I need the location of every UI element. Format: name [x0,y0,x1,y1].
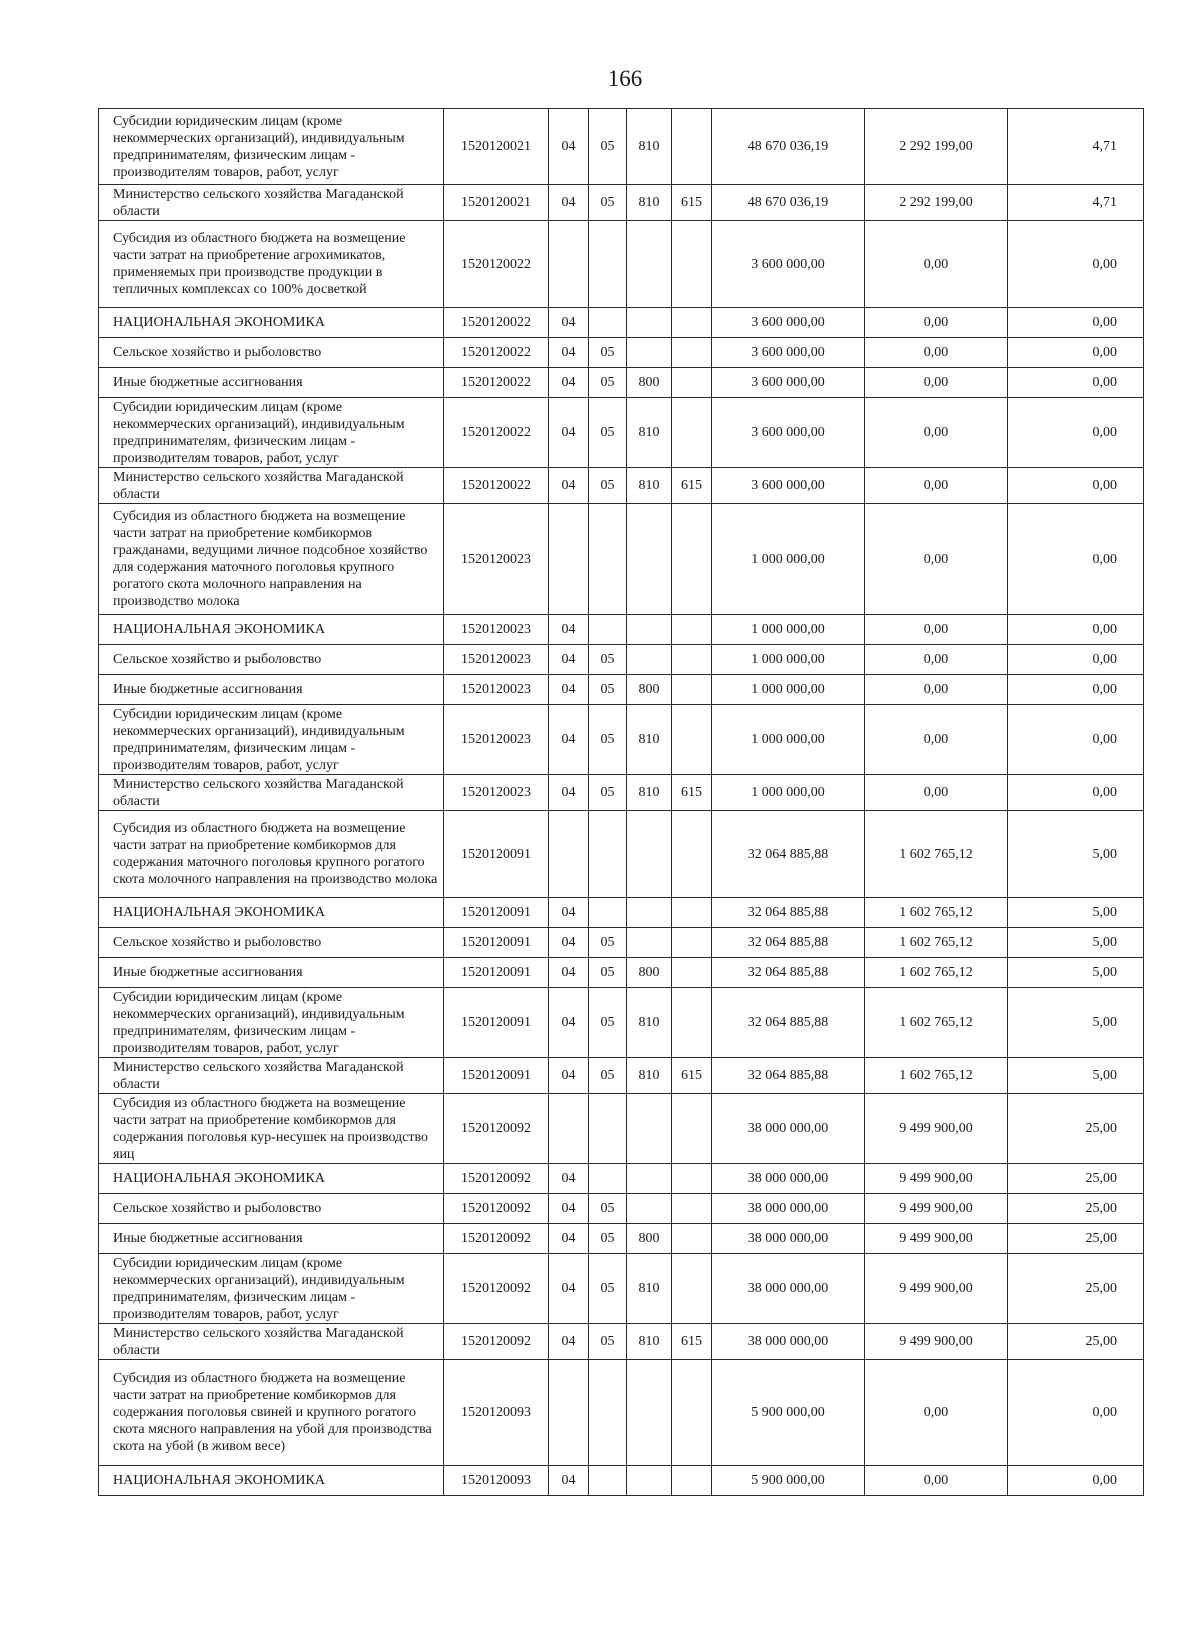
row-ministry-code: 615 [672,1058,712,1094]
row-subsection [589,811,627,898]
row-ministry-code [672,988,712,1058]
row-executed-amount: 0,00 [865,504,1008,615]
row-executed-amount: 9 499 900,00 [865,1164,1008,1194]
row-subsection: 05 [589,468,627,504]
row-section [549,811,589,898]
table-row [99,615,1144,645]
row-subsection [589,615,627,645]
row-name: Субсидии юридическим лицам (кроме некоммерческих организаций), индивидуальным предпринимателям, физическим лицам - производителям товаров, работ, услуг [99,705,444,775]
row-subsection: 05 [589,368,627,398]
row-section: 04 [549,338,589,368]
row-section: 04 [549,468,589,504]
row-execution-percent: 25,00 [1008,1094,1144,1164]
row-code: 1520120023 [444,675,549,705]
row-execution-percent: 4,71 [1008,109,1144,185]
row-executed-amount: 0,00 [865,1466,1008,1496]
row-name: Министерство сельского хозяйства Магаданской области [99,1058,444,1094]
row-code: 1520120091 [444,928,549,958]
row-planned-amount: 48 670 036,19 [712,185,865,221]
row-executed-amount: 1 602 765,12 [865,988,1008,1058]
table-row [99,705,1144,775]
row-code: 1520120091 [444,898,549,928]
row-execution-percent: 0,00 [1008,675,1144,705]
row-execution-percent: 0,00 [1008,1360,1144,1466]
row-planned-amount: 32 064 885,88 [712,811,865,898]
row-code: 1520120093 [444,1360,549,1466]
table-row [99,1360,1144,1466]
row-subsection: 05 [589,398,627,468]
row-name: Сельское хозяйство и рыболовство [99,645,444,675]
table-row [99,988,1144,1058]
row-code: 1520120021 [444,185,549,221]
table-row [99,338,1144,368]
row-section: 04 [549,368,589,398]
row-execution-percent: 0,00 [1008,705,1144,775]
row-subsection [589,898,627,928]
row-execution-percent: 0,00 [1008,615,1144,645]
row-ministry-code [672,338,712,368]
row-executed-amount: 9 499 900,00 [865,1094,1008,1164]
row-planned-amount: 3 600 000,00 [712,468,865,504]
row-expense-type: 810 [627,1254,672,1324]
row-code: 1520120091 [444,811,549,898]
row-planned-amount: 32 064 885,88 [712,898,865,928]
row-executed-amount: 0,00 [865,368,1008,398]
row-section: 04 [549,705,589,775]
table-row [99,1058,1144,1094]
row-execution-percent: 0,00 [1008,368,1144,398]
row-code: 1520120091 [444,988,549,1058]
row-planned-amount: 1 000 000,00 [712,775,865,811]
row-expense-type [627,1360,672,1466]
row-planned-amount: 3 600 000,00 [712,338,865,368]
row-subsection [589,1094,627,1164]
row-ministry-code [672,368,712,398]
row-section: 04 [549,675,589,705]
row-ministry-code: 615 [672,1324,712,1360]
table-row [99,1194,1144,1224]
row-execution-percent: 25,00 [1008,1224,1144,1254]
row-subsection: 05 [589,109,627,185]
page-number: 166 [607,66,643,91]
row-section: 04 [549,1254,589,1324]
row-executed-amount: 2 292 199,00 [865,109,1008,185]
row-expense-type [627,928,672,958]
row-name: Иные бюджетные ассигнования [99,1224,444,1254]
row-section: 04 [549,615,589,645]
row-ministry-code [672,1466,712,1496]
row-ministry-code [672,958,712,988]
row-expense-type: 810 [627,109,672,185]
row-executed-amount: 0,00 [865,468,1008,504]
row-expense-type: 810 [627,1324,672,1360]
row-execution-percent: 0,00 [1008,775,1144,811]
row-expense-type: 800 [627,675,672,705]
row-execution-percent: 0,00 [1008,468,1144,504]
row-execution-percent: 25,00 [1008,1324,1144,1360]
row-planned-amount: 5 900 000,00 [712,1466,865,1496]
row-section: 04 [549,645,589,675]
row-executed-amount: 0,00 [865,398,1008,468]
row-execution-percent: 5,00 [1008,811,1144,898]
row-execution-percent: 5,00 [1008,898,1144,928]
row-section: 04 [549,1194,589,1224]
row-code: 1520120092 [444,1224,549,1254]
row-execution-percent: 25,00 [1008,1164,1144,1194]
row-ministry-code [672,109,712,185]
row-code: 1520120023 [444,705,549,775]
row-code: 1520120092 [444,1324,549,1360]
row-name: Министерство сельского хозяйства Магаданской области [99,1324,444,1360]
row-planned-amount: 48 670 036,19 [712,109,865,185]
row-expense-type: 800 [627,368,672,398]
row-expense-type [627,1094,672,1164]
row-expense-type: 810 [627,705,672,775]
row-ministry-code [672,675,712,705]
row-executed-amount: 0,00 [865,1360,1008,1466]
row-execution-percent: 0,00 [1008,221,1144,308]
row-section [549,1094,589,1164]
row-executed-amount: 0,00 [865,645,1008,675]
row-name: Субсидии юридическим лицам (кроме некоммерческих организаций), индивидуальным предпринимателям, физическим лицам - производителям товаров, работ, услуг [99,1254,444,1324]
row-subsection: 05 [589,185,627,221]
row-ministry-code [672,398,712,468]
row-code: 1520120092 [444,1254,549,1324]
row-execution-percent: 5,00 [1008,988,1144,1058]
table-row [99,958,1144,988]
row-execution-percent: 4,71 [1008,185,1144,221]
row-ministry-code [672,615,712,645]
row-ministry-code [672,811,712,898]
row-ministry-code [672,308,712,338]
row-execution-percent: 25,00 [1008,1254,1144,1324]
row-planned-amount: 5 900 000,00 [712,1360,865,1466]
row-planned-amount: 1 000 000,00 [712,504,865,615]
row-planned-amount: 38 000 000,00 [712,1224,865,1254]
row-expense-type [627,615,672,645]
row-expense-type: 810 [627,185,672,221]
row-section: 04 [549,988,589,1058]
row-execution-percent: 0,00 [1008,308,1144,338]
row-ministry-code [672,645,712,675]
row-planned-amount: 38 000 000,00 [712,1324,865,1360]
row-subsection [589,504,627,615]
row-section: 04 [549,958,589,988]
row-executed-amount: 0,00 [865,338,1008,368]
row-code: 1520120023 [444,504,549,615]
row-executed-amount: 0,00 [865,705,1008,775]
row-executed-amount: 0,00 [865,775,1008,811]
table-row [99,468,1144,504]
row-code: 1520120022 [444,368,549,398]
row-code: 1520120022 [444,468,549,504]
row-execution-percent: 0,00 [1008,398,1144,468]
row-planned-amount: 32 064 885,88 [712,1058,865,1094]
row-ministry-code [672,928,712,958]
row-planned-amount: 3 600 000,00 [712,368,865,398]
row-planned-amount: 38 000 000,00 [712,1254,865,1324]
row-expense-type: 810 [627,468,672,504]
row-ministry-code [672,221,712,308]
row-ministry-code: 615 [672,775,712,811]
row-subsection: 05 [589,1324,627,1360]
row-name: Субсидия из областного бюджета на возмещение части затрат на приобретение комбикормов для содержания поголовья свиней и крупного рогатого скота мясного направления на убой для производства скота на убой (в живом весе) [99,1360,444,1466]
row-expense-type: 810 [627,988,672,1058]
table-row [99,928,1144,958]
table-row [99,1094,1144,1164]
row-planned-amount: 38 000 000,00 [712,1094,865,1164]
row-ministry-code [672,1094,712,1164]
row-subsection: 05 [589,1058,627,1094]
row-name: Иные бюджетные ассигнования [99,675,444,705]
row-name: Субсидия из областного бюджета на возмещение части затрат на приобретение агрохимикатов, применяемых при производстве продукции в тепличных комплексах со 100% досветкой [99,221,444,308]
row-executed-amount: 0,00 [865,675,1008,705]
row-expense-type [627,1164,672,1194]
row-executed-amount: 1 602 765,12 [865,811,1008,898]
table-row [99,675,1144,705]
row-code: 1520120092 [444,1094,549,1164]
row-expense-type [627,898,672,928]
table-row [99,775,1144,811]
row-section: 04 [549,308,589,338]
row-name: НАЦИОНАЛЬНАЯ ЭКОНОМИКА [99,308,444,338]
row-execution-percent: 0,00 [1008,645,1144,675]
row-execution-percent: 5,00 [1008,1058,1144,1094]
row-executed-amount: 1 602 765,12 [865,928,1008,958]
table-row [99,308,1144,338]
row-ministry-code [672,1164,712,1194]
row-code: 1520120021 [444,109,549,185]
row-execution-percent: 5,00 [1008,958,1144,988]
row-subsection: 05 [589,338,627,368]
table-row [99,109,1144,185]
row-name: НАЦИОНАЛЬНАЯ ЭКОНОМИКА [99,1466,444,1496]
row-name: НАЦИОНАЛЬНАЯ ЭКОНОМИКА [99,615,444,645]
row-ministry-code [672,1194,712,1224]
row-name: Иные бюджетные ассигнования [99,958,444,988]
row-name: НАЦИОНАЛЬНАЯ ЭКОНОМИКА [99,898,444,928]
table-row [99,898,1144,928]
row-planned-amount: 3 600 000,00 [712,221,865,308]
table-row [99,504,1144,615]
row-section: 04 [549,1164,589,1194]
row-expense-type [627,338,672,368]
row-name: Министерство сельского хозяйства Магаданской области [99,468,444,504]
row-code: 1520120093 [444,1466,549,1496]
row-execution-percent: 5,00 [1008,928,1144,958]
row-subsection: 05 [589,928,627,958]
row-code: 1520120092 [444,1194,549,1224]
row-section: 04 [549,1324,589,1360]
row-execution-percent: 0,00 [1008,504,1144,615]
row-name: Сельское хозяйство и рыболовство [99,928,444,958]
row-ministry-code [672,504,712,615]
row-execution-percent: 0,00 [1008,1466,1144,1496]
row-expense-type: 800 [627,1224,672,1254]
row-section: 04 [549,1224,589,1254]
row-executed-amount: 0,00 [865,308,1008,338]
row-name: НАЦИОНАЛЬНАЯ ЭКОНОМИКА [99,1164,444,1194]
row-expense-type [627,645,672,675]
row-subsection [589,308,627,338]
row-code: 1520120023 [444,645,549,675]
table-row [99,368,1144,398]
row-code: 1520120022 [444,338,549,368]
row-code: 1520120022 [444,221,549,308]
row-section [549,504,589,615]
row-subsection: 05 [589,1254,627,1324]
row-code: 1520120022 [444,398,549,468]
row-planned-amount: 1 000 000,00 [712,705,865,775]
row-subsection: 05 [589,645,627,675]
row-name: Субсидия из областного бюджета на возмещение части затрат на приобретение комбикормов для содержания поголовья кур-несушек на производство яиц [99,1094,444,1164]
row-section [549,1360,589,1466]
row-subsection: 05 [589,988,627,1058]
row-planned-amount: 32 064 885,88 [712,958,865,988]
row-code: 1520120022 [444,308,549,338]
row-subsection: 05 [589,675,627,705]
row-subsection [589,221,627,308]
row-section [549,221,589,308]
row-planned-amount: 38 000 000,00 [712,1194,865,1224]
row-planned-amount: 32 064 885,88 [712,928,865,958]
row-expense-type: 810 [627,1058,672,1094]
row-section: 04 [549,1466,589,1496]
row-section: 04 [549,1058,589,1094]
row-ministry-code [672,898,712,928]
row-ministry-code [672,1360,712,1466]
row-code: 1520120091 [444,1058,549,1094]
row-code: 1520120023 [444,615,549,645]
row-name: Субсидии юридическим лицам (кроме некоммерческих организаций), индивидуальным предпринимателям, физическим лицам - производителям товаров, работ, услуг [99,398,444,468]
row-executed-amount: 9 499 900,00 [865,1254,1008,1324]
row-section: 04 [549,109,589,185]
row-section: 04 [549,398,589,468]
row-subsection: 05 [589,1224,627,1254]
row-planned-amount: 1 000 000,00 [712,615,865,645]
row-name: Сельское хозяйство и рыболовство [99,1194,444,1224]
row-ministry-code: 615 [672,468,712,504]
row-expense-type [627,504,672,615]
row-name: Министерство сельского хозяйства Магаданской области [99,185,444,221]
row-executed-amount: 2 292 199,00 [865,185,1008,221]
row-executed-amount: 1 602 765,12 [865,958,1008,988]
row-subsection [589,1466,627,1496]
row-expense-type [627,811,672,898]
row-section: 04 [549,775,589,811]
row-expense-type: 810 [627,398,672,468]
row-planned-amount: 1 000 000,00 [712,645,865,675]
row-expense-type [627,1194,672,1224]
row-executed-amount: 9 499 900,00 [865,1324,1008,1360]
table-row [99,1164,1144,1194]
table-row [99,221,1144,308]
row-subsection [589,1164,627,1194]
row-executed-amount: 1 602 765,12 [865,1058,1008,1094]
row-name: Субсидии юридическим лицам (кроме некоммерческих организаций), индивидуальным предпринимателям, физическим лицам - производителям товаров, работ, услуг [99,109,444,185]
row-ministry-code: 615 [672,185,712,221]
row-section: 04 [549,185,589,221]
table-row [99,185,1144,221]
row-planned-amount: 38 000 000,00 [712,1164,865,1194]
row-subsection: 05 [589,958,627,988]
row-execution-percent: 0,00 [1008,338,1144,368]
row-executed-amount: 9 499 900,00 [865,1194,1008,1224]
row-ministry-code [672,1254,712,1324]
row-code: 1520120023 [444,775,549,811]
row-name: Иные бюджетные ассигнования [99,368,444,398]
row-executed-amount: 1 602 765,12 [865,898,1008,928]
row-planned-amount: 3 600 000,00 [712,398,865,468]
row-subsection [589,1360,627,1466]
row-executed-amount: 0,00 [865,615,1008,645]
row-code: 1520120091 [444,958,549,988]
row-name: Субсидия из областного бюджета на возмещение части затрат на приобретение комбикормов для содержания маточного поголовья крупного рогатого скота молочного направления на производство молока [99,811,444,898]
table-row [99,1224,1144,1254]
row-code: 1520120092 [444,1164,549,1194]
row-expense-type: 810 [627,775,672,811]
budget-table [98,108,1144,1496]
row-executed-amount: 9 499 900,00 [865,1224,1008,1254]
row-subsection: 05 [589,1194,627,1224]
table-row [99,1254,1144,1324]
row-section: 04 [549,898,589,928]
row-section: 04 [549,928,589,958]
row-subsection: 05 [589,705,627,775]
table-row [99,645,1144,675]
table-row [99,811,1144,898]
row-ministry-code [672,705,712,775]
row-name: Субсидия из областного бюджета на возмещение части затрат на приобретение комбикормов гражданами, ведущими личное подсобное хозяйство для содержания маточного поголовья крупного рогатого скота молочного направления на производство молока [99,504,444,615]
row-planned-amount: 32 064 885,88 [712,988,865,1058]
table-row [99,1324,1144,1360]
row-expense-type [627,1466,672,1496]
row-executed-amount: 0,00 [865,221,1008,308]
row-name: Сельское хозяйство и рыболовство [99,338,444,368]
row-name: Субсидии юридическим лицам (кроме некоммерческих организаций), индивидуальным предпринимателям, физическим лицам - производителям товаров, работ, услуг [99,988,444,1058]
row-execution-percent: 25,00 [1008,1194,1144,1224]
table-row [99,1466,1144,1496]
row-expense-type: 800 [627,958,672,988]
row-name: Министерство сельского хозяйства Магаданской области [99,775,444,811]
row-planned-amount: 1 000 000,00 [712,675,865,705]
row-ministry-code [672,1224,712,1254]
row-expense-type [627,221,672,308]
row-expense-type [627,308,672,338]
row-subsection: 05 [589,775,627,811]
table-row [99,398,1144,468]
row-planned-amount: 3 600 000,00 [712,308,865,338]
